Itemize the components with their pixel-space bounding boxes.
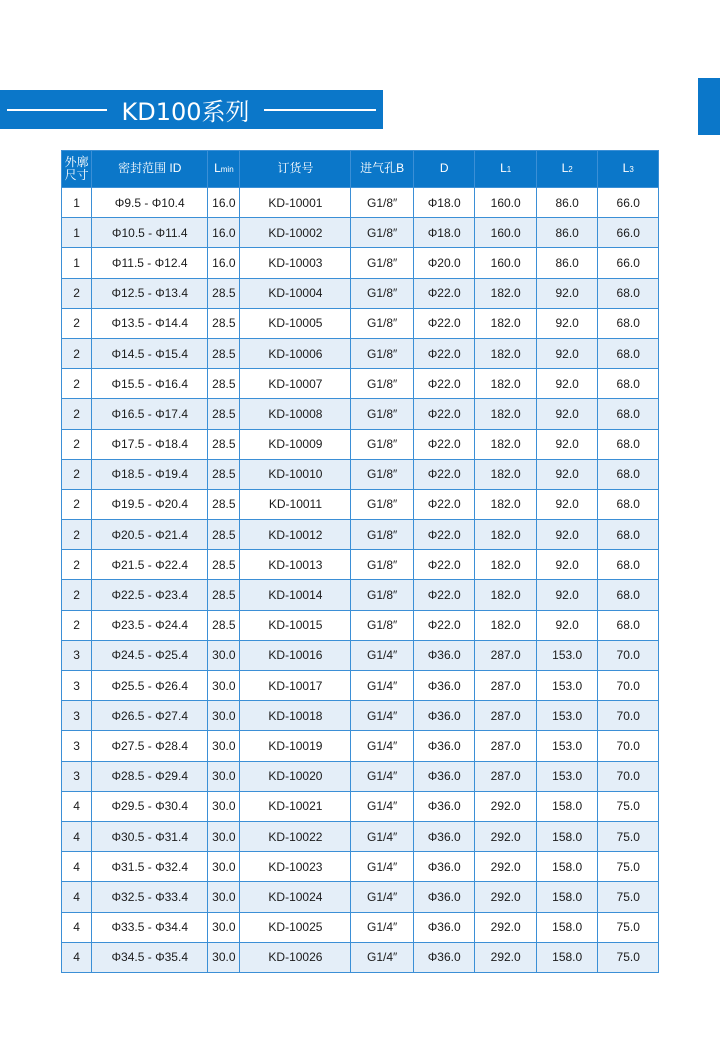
cell-inlet: G1/4″ bbox=[351, 671, 414, 701]
table-row bbox=[62, 580, 659, 610]
cell-l3: 75.0 bbox=[598, 821, 659, 851]
cell-l1: 292.0 bbox=[475, 882, 537, 912]
cell-inlet: G1/4″ bbox=[351, 701, 414, 731]
cell-inlet: G1/8″ bbox=[351, 369, 414, 399]
cell-lmin: 30.0 bbox=[208, 912, 240, 942]
cell-l1: 182.0 bbox=[475, 278, 537, 308]
cell-l1: 292.0 bbox=[475, 821, 537, 851]
cell-seal-range: Φ34.5 - Φ35.4 bbox=[92, 942, 208, 972]
cell-size: 2 bbox=[62, 369, 92, 399]
cell-size: 3 bbox=[62, 701, 92, 731]
cell-d: Φ36.0 bbox=[413, 701, 475, 731]
cell-inlet: G1/4″ bbox=[351, 912, 414, 942]
cell-seal-range: Φ32.5 - Φ33.4 bbox=[92, 882, 208, 912]
cell-lmin: 30.0 bbox=[208, 852, 240, 882]
cell-seal-range: Φ30.5 - Φ31.4 bbox=[92, 821, 208, 851]
cell-l2: 158.0 bbox=[536, 821, 598, 851]
cell-seal-range: Φ24.5 - Φ25.4 bbox=[92, 640, 208, 670]
cell-lmin: 28.5 bbox=[208, 399, 240, 429]
cell-order-no: KD-10008 bbox=[240, 399, 351, 429]
header-lmin bbox=[208, 151, 240, 188]
cell-l3: 70.0 bbox=[598, 640, 659, 670]
cell-lmin: 28.5 bbox=[208, 308, 240, 338]
cell-size: 4 bbox=[62, 912, 92, 942]
cell-l1: 182.0 bbox=[475, 520, 537, 550]
spec-table bbox=[61, 150, 659, 973]
cell-size: 2 bbox=[62, 308, 92, 338]
cell-l2: 153.0 bbox=[536, 671, 598, 701]
cell-size: 2 bbox=[62, 338, 92, 368]
cell-seal-range: Φ10.5 - Φ11.4 bbox=[92, 218, 208, 248]
title-rule-right bbox=[264, 109, 376, 111]
cell-seal-range: Φ11.5 - Φ12.4 bbox=[92, 248, 208, 278]
cell-size: 1 bbox=[62, 218, 92, 248]
header-l1-main: L bbox=[500, 161, 507, 176]
table-row bbox=[62, 821, 659, 851]
cell-inlet: G1/4″ bbox=[351, 761, 414, 791]
table-row bbox=[62, 701, 659, 731]
cell-seal-range: Φ22.5 - Φ23.4 bbox=[92, 580, 208, 610]
table-row bbox=[62, 640, 659, 670]
table-row bbox=[62, 188, 659, 218]
cell-inlet: G1/8″ bbox=[351, 338, 414, 368]
cell-l2: 92.0 bbox=[536, 429, 598, 459]
cell-inlet: G1/8″ bbox=[351, 550, 414, 580]
cell-l1: 287.0 bbox=[475, 671, 537, 701]
cell-order-no: KD-10014 bbox=[240, 580, 351, 610]
cell-inlet: G1/8″ bbox=[351, 248, 414, 278]
table-row bbox=[62, 218, 659, 248]
cell-inlet: G1/8″ bbox=[351, 580, 414, 610]
cell-order-no: KD-10017 bbox=[240, 671, 351, 701]
cell-inlet: G1/8″ bbox=[351, 429, 414, 459]
cell-lmin: 16.0 bbox=[208, 218, 240, 248]
cell-lmin: 28.5 bbox=[208, 278, 240, 308]
cell-inlet: G1/4″ bbox=[351, 821, 414, 851]
cell-inlet: G1/8″ bbox=[351, 520, 414, 550]
cell-d: Φ36.0 bbox=[413, 731, 475, 761]
cell-lmin: 16.0 bbox=[208, 248, 240, 278]
cell-order-no: KD-10001 bbox=[240, 188, 351, 218]
cell-seal-range: Φ23.5 - Φ24.4 bbox=[92, 610, 208, 640]
cell-l3: 75.0 bbox=[598, 912, 659, 942]
cell-d: Φ36.0 bbox=[413, 671, 475, 701]
cell-l2: 92.0 bbox=[536, 399, 598, 429]
cell-l2: 92.0 bbox=[536, 489, 598, 519]
cell-d: Φ22.0 bbox=[413, 399, 475, 429]
cell-seal-range: Φ29.5 - Φ30.4 bbox=[92, 791, 208, 821]
cell-lmin: 28.5 bbox=[208, 520, 240, 550]
cell-d: Φ36.0 bbox=[413, 912, 475, 942]
cell-order-no: KD-10006 bbox=[240, 338, 351, 368]
cell-l2: 158.0 bbox=[536, 912, 598, 942]
cell-d: Φ22.0 bbox=[413, 489, 475, 519]
cell-l2: 153.0 bbox=[536, 640, 598, 670]
table-row bbox=[62, 338, 659, 368]
cell-d: Φ22.0 bbox=[413, 550, 475, 580]
table-row bbox=[62, 520, 659, 550]
table-row bbox=[62, 610, 659, 640]
cell-l3: 68.0 bbox=[598, 550, 659, 580]
table-row bbox=[62, 731, 659, 761]
cell-l3: 68.0 bbox=[598, 520, 659, 550]
cell-l1: 182.0 bbox=[475, 580, 537, 610]
cell-l2: 92.0 bbox=[536, 369, 598, 399]
cell-order-no: KD-10023 bbox=[240, 852, 351, 882]
cell-l2: 92.0 bbox=[536, 278, 598, 308]
cell-seal-range: Φ18.5 - Φ19.4 bbox=[92, 459, 208, 489]
cell-l3: 70.0 bbox=[598, 761, 659, 791]
cell-l3: 75.0 bbox=[598, 942, 659, 972]
table-row bbox=[62, 248, 659, 278]
cell-l2: 158.0 bbox=[536, 942, 598, 972]
cell-lmin: 16.0 bbox=[208, 188, 240, 218]
cell-l3: 68.0 bbox=[598, 308, 659, 338]
cell-order-no: KD-10024 bbox=[240, 882, 351, 912]
cell-seal-range: Φ17.5 - Φ18.4 bbox=[92, 429, 208, 459]
cell-l3: 66.0 bbox=[598, 248, 659, 278]
cell-order-no: KD-10004 bbox=[240, 278, 351, 308]
cell-lmin: 28.5 bbox=[208, 489, 240, 519]
cell-order-no: KD-10018 bbox=[240, 701, 351, 731]
cell-order-no: KD-10025 bbox=[240, 912, 351, 942]
cell-size: 2 bbox=[62, 610, 92, 640]
cell-lmin: 28.5 bbox=[208, 429, 240, 459]
cell-order-no: KD-10003 bbox=[240, 248, 351, 278]
header-l1 bbox=[475, 151, 537, 188]
cell-lmin: 30.0 bbox=[208, 701, 240, 731]
cell-d: Φ22.0 bbox=[413, 278, 475, 308]
table-row bbox=[62, 671, 659, 701]
cell-size: 3 bbox=[62, 640, 92, 670]
cell-seal-range: Φ14.5 - Φ15.4 bbox=[92, 338, 208, 368]
cell-l2: 158.0 bbox=[536, 882, 598, 912]
cell-seal-range: Φ31.5 - Φ32.4 bbox=[92, 852, 208, 882]
cell-d: Φ36.0 bbox=[413, 942, 475, 972]
table-body bbox=[62, 188, 659, 973]
cell-l1: 182.0 bbox=[475, 550, 537, 580]
table-row bbox=[62, 942, 659, 972]
cell-seal-range: Φ26.5 - Φ27.4 bbox=[92, 701, 208, 731]
cell-size: 2 bbox=[62, 489, 92, 519]
table-row bbox=[62, 278, 659, 308]
cell-l1: 160.0 bbox=[475, 248, 537, 278]
header-lmin-main: L bbox=[214, 161, 221, 176]
cell-l3: 66.0 bbox=[598, 188, 659, 218]
cell-order-no: KD-10002 bbox=[240, 218, 351, 248]
cell-l1: 160.0 bbox=[475, 188, 537, 218]
cell-lmin: 28.5 bbox=[208, 369, 240, 399]
cell-l2: 153.0 bbox=[536, 731, 598, 761]
page-edge-tab bbox=[698, 78, 720, 135]
cell-inlet: G1/4″ bbox=[351, 640, 414, 670]
cell-l1: 182.0 bbox=[475, 308, 537, 338]
cell-lmin: 28.5 bbox=[208, 610, 240, 640]
cell-lmin: 28.5 bbox=[208, 550, 240, 580]
cell-seal-range: Φ13.5 - Φ14.4 bbox=[92, 308, 208, 338]
header-l3-main: L bbox=[622, 161, 630, 176]
cell-size: 3 bbox=[62, 671, 92, 701]
cell-seal-range: Φ12.5 - Φ13.4 bbox=[92, 278, 208, 308]
cell-l2: 86.0 bbox=[536, 188, 598, 218]
cell-l1: 182.0 bbox=[475, 429, 537, 459]
cell-lmin: 30.0 bbox=[208, 671, 240, 701]
cell-l2: 153.0 bbox=[536, 761, 598, 791]
cell-l2: 158.0 bbox=[536, 791, 598, 821]
cell-order-no: KD-10007 bbox=[240, 369, 351, 399]
cell-l3: 68.0 bbox=[598, 338, 659, 368]
cell-l1: 292.0 bbox=[475, 912, 537, 942]
cell-order-no: KD-10012 bbox=[240, 520, 351, 550]
cell-l3: 68.0 bbox=[598, 580, 659, 610]
cell-l1: 287.0 bbox=[475, 701, 537, 731]
cell-size: 4 bbox=[62, 882, 92, 912]
cell-inlet: G1/4″ bbox=[351, 731, 414, 761]
cell-size: 2 bbox=[62, 459, 92, 489]
cell-order-no: KD-10016 bbox=[240, 640, 351, 670]
cell-order-no: KD-10010 bbox=[240, 459, 351, 489]
cell-inlet: G1/4″ bbox=[351, 791, 414, 821]
cell-lmin: 30.0 bbox=[208, 942, 240, 972]
cell-l2: 86.0 bbox=[536, 218, 598, 248]
cell-l3: 75.0 bbox=[598, 791, 659, 821]
cell-inlet: G1/8″ bbox=[351, 489, 414, 519]
cell-l2: 92.0 bbox=[536, 338, 598, 368]
cell-order-no: KD-10026 bbox=[240, 942, 351, 972]
header-l2-sub: 2 bbox=[568, 165, 573, 175]
cell-lmin: 30.0 bbox=[208, 882, 240, 912]
cell-size: 1 bbox=[62, 248, 92, 278]
cell-l3: 68.0 bbox=[598, 369, 659, 399]
cell-lmin: 28.5 bbox=[208, 459, 240, 489]
cell-order-no: KD-10019 bbox=[240, 731, 351, 761]
cell-l3: 70.0 bbox=[598, 671, 659, 701]
header-order-no: 订货号 bbox=[240, 151, 351, 188]
cell-l2: 92.0 bbox=[536, 550, 598, 580]
cell-l2: 92.0 bbox=[536, 459, 598, 489]
cell-l1: 182.0 bbox=[475, 369, 537, 399]
cell-d: Φ22.0 bbox=[413, 580, 475, 610]
cell-inlet: G1/4″ bbox=[351, 942, 414, 972]
cell-l1: 287.0 bbox=[475, 640, 537, 670]
cell-d: Φ22.0 bbox=[413, 308, 475, 338]
cell-l1: 182.0 bbox=[475, 459, 537, 489]
table-row bbox=[62, 912, 659, 942]
cell-d: Φ36.0 bbox=[413, 821, 475, 851]
cell-size: 2 bbox=[62, 399, 92, 429]
cell-l1: 287.0 bbox=[475, 731, 537, 761]
cell-l2: 86.0 bbox=[536, 248, 598, 278]
cell-l1: 182.0 bbox=[475, 338, 537, 368]
cell-d: Φ36.0 bbox=[413, 761, 475, 791]
header-l2 bbox=[536, 151, 598, 188]
cell-order-no: KD-10013 bbox=[240, 550, 351, 580]
cell-d: Φ22.0 bbox=[413, 429, 475, 459]
cell-size: 2 bbox=[62, 429, 92, 459]
cell-l2: 92.0 bbox=[536, 610, 598, 640]
cell-l3: 75.0 bbox=[598, 852, 659, 882]
cell-l3: 68.0 bbox=[598, 278, 659, 308]
cell-order-no: KD-10005 bbox=[240, 308, 351, 338]
cell-size: 1 bbox=[62, 188, 92, 218]
header-l1-sub: 1 bbox=[506, 165, 512, 175]
cell-d: Φ20.0 bbox=[413, 248, 475, 278]
title-rule-left bbox=[7, 109, 107, 111]
table-row bbox=[62, 399, 659, 429]
cell-inlet: G1/8″ bbox=[351, 610, 414, 640]
cell-d: Φ36.0 bbox=[413, 852, 475, 882]
table-row bbox=[62, 761, 659, 791]
cell-size: 2 bbox=[62, 278, 92, 308]
cell-l2: 92.0 bbox=[536, 520, 598, 550]
cell-lmin: 30.0 bbox=[208, 761, 240, 791]
cell-order-no: KD-10009 bbox=[240, 429, 351, 459]
header-seal-range: 密封范围 ID bbox=[92, 151, 208, 188]
cell-d: Φ18.0 bbox=[413, 218, 475, 248]
header-lmin-sub: min bbox=[220, 165, 234, 175]
cell-inlet: G1/8″ bbox=[351, 459, 414, 489]
table-row bbox=[62, 369, 659, 399]
cell-seal-range: Φ19.5 - Φ20.4 bbox=[92, 489, 208, 519]
table-row bbox=[62, 550, 659, 580]
header-l3-sub: 3 bbox=[629, 165, 634, 175]
cell-seal-range: Φ16.5 - Φ17.4 bbox=[92, 399, 208, 429]
cell-seal-range: Φ21.5 - Φ22.4 bbox=[92, 550, 208, 580]
cell-seal-range: Φ15.5 - Φ16.4 bbox=[92, 369, 208, 399]
header-inlet: 进气孔B bbox=[351, 151, 414, 188]
table-row bbox=[62, 459, 659, 489]
cell-order-no: KD-10021 bbox=[240, 791, 351, 821]
cell-inlet: G1/4″ bbox=[351, 882, 414, 912]
cell-l3: 70.0 bbox=[598, 701, 659, 731]
cell-inlet: G1/8″ bbox=[351, 308, 414, 338]
cell-order-no: KD-10011 bbox=[240, 489, 351, 519]
cell-size: 4 bbox=[62, 942, 92, 972]
cell-size: 2 bbox=[62, 520, 92, 550]
cell-seal-range: Φ33.5 - Φ34.4 bbox=[92, 912, 208, 942]
section-title: KD100系列 bbox=[121, 98, 250, 126]
cell-l3: 66.0 bbox=[598, 218, 659, 248]
cell-l1: 292.0 bbox=[475, 942, 537, 972]
cell-l2: 153.0 bbox=[536, 701, 598, 731]
table-row bbox=[62, 852, 659, 882]
cell-d: Φ22.0 bbox=[413, 369, 475, 399]
cell-d: Φ36.0 bbox=[413, 791, 475, 821]
cell-size: 3 bbox=[62, 731, 92, 761]
cell-inlet: G1/8″ bbox=[351, 399, 414, 429]
cell-size: 4 bbox=[62, 852, 92, 882]
table-row bbox=[62, 429, 659, 459]
cell-seal-range: Φ20.5 - Φ21.4 bbox=[92, 520, 208, 550]
cell-l3: 70.0 bbox=[598, 731, 659, 761]
table-row bbox=[62, 489, 659, 519]
cell-l1: 182.0 bbox=[475, 489, 537, 519]
table-row bbox=[62, 791, 659, 821]
cell-l1: 292.0 bbox=[475, 791, 537, 821]
cell-inlet: G1/4″ bbox=[351, 852, 414, 882]
cell-lmin: 28.5 bbox=[208, 580, 240, 610]
cell-l3: 68.0 bbox=[598, 459, 659, 489]
cell-size: 4 bbox=[62, 821, 92, 851]
cell-l1: 182.0 bbox=[475, 399, 537, 429]
cell-l3: 68.0 bbox=[598, 489, 659, 519]
cell-l3: 68.0 bbox=[598, 399, 659, 429]
cell-d: Φ18.0 bbox=[413, 188, 475, 218]
cell-seal-range: Φ28.5 - Φ29.4 bbox=[92, 761, 208, 791]
cell-l1: 160.0 bbox=[475, 218, 537, 248]
cell-size: 3 bbox=[62, 761, 92, 791]
cell-l1: 182.0 bbox=[475, 610, 537, 640]
cell-l1: 287.0 bbox=[475, 761, 537, 791]
cell-l3: 68.0 bbox=[598, 429, 659, 459]
cell-order-no: KD-10022 bbox=[240, 821, 351, 851]
cell-size: 2 bbox=[62, 550, 92, 580]
cell-inlet: G1/8″ bbox=[351, 218, 414, 248]
cell-size: 2 bbox=[62, 580, 92, 610]
table-row bbox=[62, 882, 659, 912]
cell-lmin: 30.0 bbox=[208, 731, 240, 761]
cell-l3: 75.0 bbox=[598, 882, 659, 912]
cell-size: 4 bbox=[62, 791, 92, 821]
cell-lmin: 30.0 bbox=[208, 640, 240, 670]
header-l2-main: L bbox=[561, 161, 569, 176]
table-header-row bbox=[62, 151, 659, 188]
header-d: D bbox=[413, 151, 475, 188]
cell-inlet: G1/8″ bbox=[351, 188, 414, 218]
cell-d: Φ36.0 bbox=[413, 882, 475, 912]
cell-d: Φ22.0 bbox=[413, 338, 475, 368]
cell-order-no: KD-10020 bbox=[240, 761, 351, 791]
cell-seal-range: Φ27.5 - Φ28.4 bbox=[92, 731, 208, 761]
cell-seal-range: Φ9.5 - Φ10.4 bbox=[92, 188, 208, 218]
table-row bbox=[62, 308, 659, 338]
cell-order-no: KD-10015 bbox=[240, 610, 351, 640]
cell-lmin: 30.0 bbox=[208, 791, 240, 821]
cell-d: Φ22.0 bbox=[413, 459, 475, 489]
cell-lmin: 30.0 bbox=[208, 821, 240, 851]
cell-l3: 68.0 bbox=[598, 610, 659, 640]
cell-l2: 92.0 bbox=[536, 308, 598, 338]
cell-l2: 158.0 bbox=[536, 852, 598, 882]
cell-l2: 92.0 bbox=[536, 580, 598, 610]
section-title-bar bbox=[0, 90, 383, 129]
cell-lmin: 28.5 bbox=[208, 338, 240, 368]
header-l3 bbox=[598, 151, 659, 188]
cell-d: Φ22.0 bbox=[413, 610, 475, 640]
cell-d: Φ36.0 bbox=[413, 640, 475, 670]
cell-d: Φ22.0 bbox=[413, 520, 475, 550]
cell-seal-range: Φ25.5 - Φ26.4 bbox=[92, 671, 208, 701]
header-size: 外廓尺寸 bbox=[62, 151, 92, 188]
cell-l1: 292.0 bbox=[475, 852, 537, 882]
cell-inlet: G1/8″ bbox=[351, 278, 414, 308]
